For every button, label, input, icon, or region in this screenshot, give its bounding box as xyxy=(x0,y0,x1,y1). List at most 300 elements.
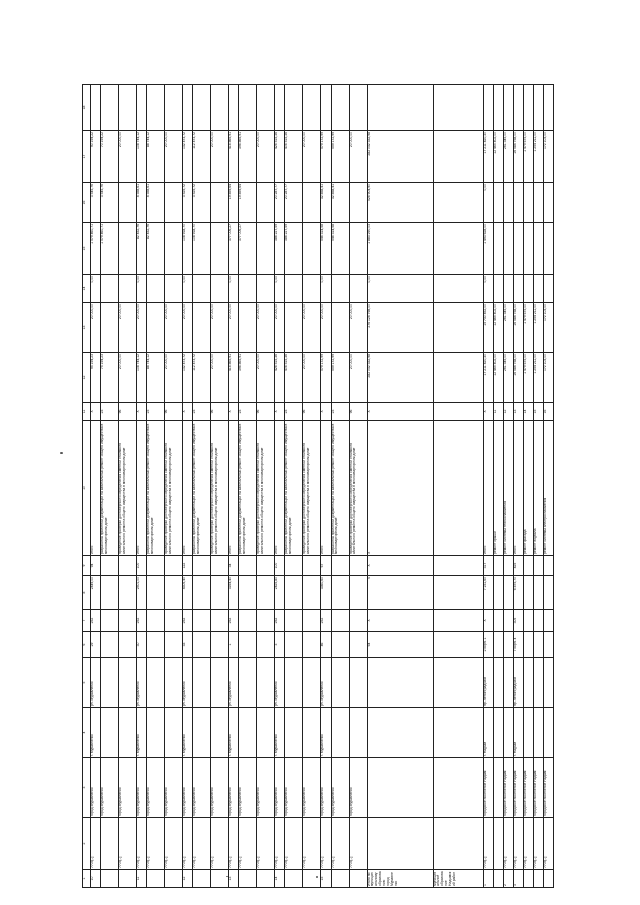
summary-cell: городское поселение Надым xyxy=(543,758,553,818)
table-row xyxy=(285,85,303,888)
area-cell xyxy=(165,610,183,632)
amount-other-cell: 32 858,41 xyxy=(321,183,331,223)
amount-result-cell: 416 865,91 xyxy=(229,131,239,183)
work-code-cell: Х xyxy=(91,403,101,421)
building-code-cell: 7705[..] xyxy=(119,818,137,870)
column-number: 7 xyxy=(83,610,91,632)
summary-cell: Итого по муниципальному образованию город Муравленко xyxy=(367,870,433,888)
house-cell xyxy=(101,632,119,658)
table-row xyxy=(349,85,367,888)
amount-result-cell: 20 000,00 xyxy=(211,131,229,183)
street-cell xyxy=(101,658,119,708)
street-cell xyxy=(211,658,229,708)
amount-owners-cell xyxy=(165,223,183,275)
summary-cell xyxy=(543,658,553,708)
work-type-cell: разработка проектной документации на капитальный ремонт общего имущества в многоквартирном доме xyxy=(101,421,119,556)
summary-cell xyxy=(503,576,513,610)
house-cell xyxy=(147,632,165,658)
table-row xyxy=(543,85,553,888)
district-cell: город Муравленко xyxy=(275,758,285,818)
municipality-cell xyxy=(349,708,367,758)
residents-cell: 122 xyxy=(183,556,193,576)
residents-cell: 67 xyxy=(321,556,331,576)
table-row xyxy=(119,85,137,888)
summary-cell xyxy=(493,632,503,658)
municipality-cell xyxy=(165,708,183,758)
building-code-cell: 7705[..] xyxy=(137,818,147,870)
spare-cell xyxy=(533,85,543,131)
summary-cell: городское поселение Надым xyxy=(503,758,513,818)
summary-cell: ремонт фасада xyxy=(523,421,533,556)
work-type-cell: итого xyxy=(183,421,193,556)
table-row xyxy=(321,85,331,888)
work-code-cell: 96 xyxy=(349,403,367,421)
summary-cell: пр. Ленинградский xyxy=(483,658,493,708)
flats-cell: 2449,00 xyxy=(91,576,101,610)
residents-cell xyxy=(165,556,183,576)
summary-cell xyxy=(433,403,483,421)
summary-cell xyxy=(543,183,553,223)
residents-cell: 100 xyxy=(137,556,147,576)
column-number: 5 xyxy=(83,658,91,708)
summary-cell xyxy=(493,556,503,576)
column-number: 6 xyxy=(83,632,91,658)
summary-cell xyxy=(523,870,533,888)
spare-cell xyxy=(367,85,433,131)
residents-cell xyxy=(147,556,165,576)
summary-cell: 13 xyxy=(513,403,523,421)
summary-cell xyxy=(433,576,483,610)
column-number: 10 xyxy=(83,421,91,556)
amount-total-cell: 20 000,00 xyxy=(303,353,321,403)
amount-owners-cell xyxy=(211,223,229,275)
area-cell: 252 xyxy=(229,610,239,632)
summary-cell xyxy=(503,223,513,275)
table-row xyxy=(513,85,523,888)
summary-cell xyxy=(533,610,543,632)
summary-cell xyxy=(433,758,483,818)
municipality-cell: г. Муравленко xyxy=(229,708,239,758)
table-row xyxy=(91,85,101,888)
street-cell xyxy=(285,658,303,708)
summary-cell: 12 465 402,00 xyxy=(493,353,503,403)
building-code-cell xyxy=(101,818,119,870)
table-row xyxy=(239,85,257,888)
summary-cell: 1 883 290,03 xyxy=(367,223,433,275)
amount-owners-cell: 386 227,59 xyxy=(275,223,285,275)
summary-cell: 261 345,00 xyxy=(503,303,513,353)
amount-other-cell: 32 858,41 xyxy=(331,183,349,223)
street-cell xyxy=(349,658,367,708)
municipality-cell xyxy=(331,708,349,758)
municipality-cell xyxy=(101,708,119,758)
amount-budget-cell xyxy=(285,275,303,303)
summary-cell xyxy=(433,658,483,708)
table-row xyxy=(433,85,483,888)
area-cell: 252 xyxy=(321,610,331,632)
amount-result-cell: 20 000,00 xyxy=(257,131,275,183)
summary-cell: 172 103,00 xyxy=(543,303,553,353)
summary-cell xyxy=(523,632,533,658)
table-row xyxy=(503,85,513,888)
municipality-cell xyxy=(303,708,321,758)
spare-cell xyxy=(165,85,183,131)
district-cell: город Муравленко xyxy=(91,758,101,818)
row-number-cell xyxy=(239,870,257,888)
flats-cell xyxy=(257,576,275,610)
work-code-cell: 23 xyxy=(147,403,165,421)
district-cell: город Муравленко xyxy=(211,758,229,818)
summary-cell: 172 103,00 xyxy=(543,131,553,183)
amount-other-cell xyxy=(165,183,183,223)
summary-cell xyxy=(523,183,533,223)
work-type-cell: разработка проектной документации на капитальный ремонт общего имущества в многоквартирном доме xyxy=(285,421,303,556)
work-code-cell: Х xyxy=(321,403,331,421)
summary-cell xyxy=(433,556,483,576)
spare-cell xyxy=(331,85,349,131)
spare-cell xyxy=(183,85,193,131)
summary-cell: 12 465 402,00 xyxy=(493,131,503,183)
street-cell: ул. Муравленко xyxy=(183,658,193,708)
summary-cell: пр. Ленинградский xyxy=(513,658,523,708)
summary-cell xyxy=(533,632,543,658)
table-row xyxy=(193,85,211,888)
amount-total-cell: 95 194,23 xyxy=(91,353,101,403)
amount-total-cell: 426 515,36 xyxy=(275,353,285,403)
street-cell xyxy=(119,658,137,708)
summary-cell xyxy=(523,658,533,708)
column-number: 15 xyxy=(83,223,91,275)
table-row xyxy=(183,85,193,888)
area-cell xyxy=(331,610,349,632)
table-row xyxy=(211,85,229,888)
amount-budget-cell xyxy=(101,275,119,303)
table-row xyxy=(483,85,493,888)
district-cell: город Муравленко xyxy=(331,758,349,818)
work-type-cell: разработка проектной документации на капитальный ремонт общего имущества в многоквартирном доме xyxy=(147,421,165,556)
summary-cell: 261 345,00 xyxy=(503,353,513,403)
flats-cell xyxy=(211,576,229,610)
summary-cell: 16 xyxy=(543,403,553,421)
district-cell: город Муравленко xyxy=(229,758,239,818)
amount-fund-cell xyxy=(147,303,165,353)
summary-cell xyxy=(433,708,483,758)
flats-cell: 2501,00 xyxy=(137,576,147,610)
summary-cell xyxy=(433,610,483,632)
summary-cell: 17 211 420,30 xyxy=(483,131,493,183)
work-code-cell: 23 xyxy=(331,403,349,421)
summary-cell xyxy=(493,708,503,758)
district-cell: город Муравленко xyxy=(147,758,165,818)
summary-cell xyxy=(433,421,483,556)
amount-fund-cell xyxy=(331,303,349,353)
amount-total-cell: 416 865,91 xyxy=(229,353,239,403)
amount-owners-cell: 546 314,58 xyxy=(321,223,331,275)
house-cell xyxy=(285,632,303,658)
district-cell: город Муравленко xyxy=(239,758,257,818)
street-cell xyxy=(193,658,211,708)
work-type-cell: проведение проверки достоверности определения сметной стоимости капитального ремонта общего имущества в многоквартирном доме xyxy=(119,421,137,556)
amount-fund-cell: 20 000,00 xyxy=(183,303,193,353)
house-cell xyxy=(211,632,229,658)
register-body xyxy=(91,85,554,888)
municipality-cell: г. Муравленко xyxy=(91,708,101,758)
street-cell: ул. Муравленко xyxy=(229,658,239,708)
building-code-cell: 7705[..] xyxy=(229,818,239,870)
summary-cell xyxy=(523,610,533,632)
summary-cell xyxy=(493,223,503,275)
summary-cell xyxy=(433,275,483,303)
amount-total-cell: 108 744,12 xyxy=(137,353,147,403)
spare-cell xyxy=(321,85,331,131)
district-cell: город Муравленко xyxy=(101,758,119,818)
amount-result-cell: 396 865,91 xyxy=(239,131,257,183)
summary-cell: 7705[..] xyxy=(483,818,493,870)
municipality-cell: г. Муравленко xyxy=(321,708,331,758)
table-row xyxy=(533,85,543,888)
summary-cell xyxy=(533,275,543,303)
spare-cell xyxy=(543,85,553,131)
area-cell xyxy=(193,610,211,632)
area-cell xyxy=(257,610,275,632)
column-number: 9 xyxy=(83,556,91,576)
summary-cell xyxy=(523,708,533,758)
column-number: 11 xyxy=(83,403,91,421)
summary-cell xyxy=(523,275,533,303)
row-number-cell xyxy=(303,870,321,888)
amount-budget-cell: 0,00 xyxy=(137,275,147,303)
spare-cell xyxy=(147,85,165,131)
amount-other-cell: 4 358,61 xyxy=(137,183,147,223)
row-number-cell xyxy=(147,870,165,888)
amount-total-cell: 20 000,00 xyxy=(211,353,229,403)
amount-other-cell: 4 358,61 xyxy=(147,183,165,223)
summary-cell: 1 254 211,00 xyxy=(533,303,543,353)
summary-cell: г. Надым xyxy=(483,708,493,758)
municipality-cell xyxy=(239,708,257,758)
building-code-cell: 7705[..] xyxy=(91,818,101,870)
house-cell: 30 xyxy=(137,632,147,658)
building-code-cell: 7705[..] xyxy=(331,818,349,870)
summary-cell xyxy=(543,576,553,610)
area-cell xyxy=(239,610,257,632)
column-number: 17 xyxy=(83,131,91,183)
amount-total-cell: 112 473,72 xyxy=(193,353,211,403)
work-type-cell: проведение проверки достоверности определения сметной стоимости капитального ремонта общего имущества в многоквартирном доме xyxy=(211,421,229,556)
summary-cell: 6 875,70 xyxy=(513,576,523,610)
municipality-cell xyxy=(119,708,137,758)
row-number-cell xyxy=(193,870,211,888)
summary-cell: 7705[..] xyxy=(523,818,533,870)
work-code-cell: 96 xyxy=(257,403,275,421)
amount-budget-cell xyxy=(257,275,275,303)
street-cell xyxy=(147,658,165,708)
summary-cell xyxy=(433,183,483,223)
column-number: 12 xyxy=(83,353,91,403)
summary-cell: Муниципальное образование Надымский район xyxy=(433,870,483,888)
work-type-cell: разработка проектной документации на капитальный ремонт общего имущества в многоквартирном доме xyxy=(193,421,211,556)
residents-cell xyxy=(285,556,303,576)
spare-cell xyxy=(433,85,483,131)
amount-budget-cell xyxy=(147,275,165,303)
summary-cell: Х xyxy=(367,576,433,610)
amount-fund-cell xyxy=(193,303,211,353)
summary-cell: 261 345,00 xyxy=(503,131,513,183)
work-type-cell: итого xyxy=(137,421,147,556)
amount-result-cell: 132 473,72 xyxy=(183,131,193,183)
row-number-cell: 15 xyxy=(321,870,331,888)
summary-cell xyxy=(433,303,483,353)
district-cell: город Муравленко xyxy=(257,758,275,818)
amount-result-cell: 20 000,00 xyxy=(349,131,367,183)
amount-total-cell: 396 865,91 xyxy=(239,353,257,403)
house-cell xyxy=(331,632,349,658)
row-number-cell: 10 xyxy=(91,870,101,888)
amount-total-cell: 88 744,12 xyxy=(147,353,165,403)
district-cell: город Муравленко xyxy=(137,758,147,818)
summary-cell: 2 xyxy=(503,870,513,888)
summary-cell xyxy=(493,870,503,888)
table-row xyxy=(303,85,321,888)
amount-result-cell: 20 000,00 xyxy=(119,131,137,183)
table-row xyxy=(367,85,433,888)
table-row xyxy=(275,85,285,888)
row-number-cell: 12 xyxy=(183,870,193,888)
work-type-cell: проведение проверки достоверности определения сметной стоимости капитального ремонта общего имущества в многоквартирном доме xyxy=(165,421,183,556)
residents-cell: 94 xyxy=(91,556,101,576)
work-code-cell: 96 xyxy=(165,403,183,421)
amount-fund-cell: 20 000,00 xyxy=(321,303,331,353)
row-number-cell xyxy=(257,870,275,888)
house-cell: 33 xyxy=(183,632,193,658)
row-number-cell xyxy=(285,870,303,888)
summary-cell: 282 032 332,98 xyxy=(367,131,433,183)
amount-budget-cell xyxy=(193,275,211,303)
summary-cell: Х xyxy=(367,556,433,576)
house-cell xyxy=(239,632,257,658)
amount-budget-cell xyxy=(239,275,257,303)
work-type-cell: итого xyxy=(229,421,239,556)
house-cell xyxy=(119,632,137,658)
building-code-cell: 7705[..] xyxy=(275,818,285,870)
municipality-cell xyxy=(147,708,165,758)
summary-cell xyxy=(543,556,553,576)
flats-cell xyxy=(331,576,349,610)
summary-cell xyxy=(543,870,553,888)
summary-cell: 7705[..] xyxy=(513,818,523,870)
house-cell xyxy=(165,632,183,658)
municipality-cell xyxy=(193,708,211,758)
table-row xyxy=(229,85,239,888)
flats-cell: 3164,40 xyxy=(229,576,239,610)
building-code-cell: 7705[..] xyxy=(349,818,367,870)
street-cell: ул. Муравленко xyxy=(321,658,331,708)
summary-cell: Х xyxy=(483,403,493,421)
municipality-cell xyxy=(211,708,229,758)
summary-cell xyxy=(503,658,513,708)
flats-cell xyxy=(239,576,257,610)
summary-cell: 15 xyxy=(533,403,543,421)
residents-cell: 100 xyxy=(275,556,285,576)
summary-cell: Х xyxy=(367,610,433,632)
building-code-cell: 7705[..] xyxy=(165,818,183,870)
house-cell xyxy=(257,632,275,658)
amount-fund-cell: 20 000,00 xyxy=(303,303,321,353)
summary-cell: городское поселение Надым xyxy=(533,758,543,818)
summary-cell: 1 254 211,00 xyxy=(533,131,543,183)
house-cell xyxy=(193,632,211,658)
summary-cell xyxy=(503,610,513,632)
summary-cell: ремонт системы электроснабжения xyxy=(543,421,553,556)
amount-total-cell: 75 194,23 xyxy=(101,353,119,403)
flats-cell xyxy=(285,576,303,610)
amount-owners-cell: 82 432,76 xyxy=(147,223,165,275)
summary-cell xyxy=(493,658,503,708)
amount-other-cell: 19 859,64 xyxy=(239,183,257,223)
summary-cell xyxy=(533,576,543,610)
summary-cell: 282 032 332,98 xyxy=(367,353,433,403)
table-row xyxy=(493,85,503,888)
amount-fund-cell: 20 000,00 xyxy=(211,303,229,353)
work-type-cell: проведение проверки достоверности определения сметной стоимости капитального ремонта общего имущества в многоквартирном доме xyxy=(303,421,321,556)
summary-cell xyxy=(543,223,553,275)
amount-budget-cell xyxy=(165,275,183,303)
amount-result-cell: 90 194,22 xyxy=(91,131,101,183)
summary-cell xyxy=(523,576,533,610)
summary-cell: 1 xyxy=(483,870,493,888)
summary-cell: 276 124 798,00 xyxy=(367,303,433,353)
summary-cell: 17 211 420,30 xyxy=(483,353,493,403)
work-type-cell: итого xyxy=(275,421,285,556)
building-code-cell: 7705[..] xyxy=(211,818,229,870)
summary-cell xyxy=(433,632,483,658)
spare-cell xyxy=(91,85,101,131)
amount-fund-cell: 20 000,00 xyxy=(119,303,137,353)
summary-cell xyxy=(533,708,543,758)
summary-cell xyxy=(503,183,513,223)
spare-cell xyxy=(493,85,503,131)
district-cell: город Муравленко xyxy=(193,758,211,818)
flats-cell: 3360,60 xyxy=(321,576,331,610)
street-cell: ул. Муравленко xyxy=(275,658,285,708)
amount-other-cell: 20 287,77 xyxy=(285,183,303,223)
amount-result-cell: 559 172,99 xyxy=(331,131,349,183)
district-cell: город Муравленко xyxy=(285,758,303,818)
flats-cell: 2425,80 xyxy=(275,576,285,610)
street-cell xyxy=(303,658,321,708)
spare-cell xyxy=(257,85,275,131)
work-code-cell: Х xyxy=(137,403,147,421)
district-cell: город Муравленко xyxy=(321,758,331,818)
work-code-cell: 23 xyxy=(193,403,211,421)
amount-total-cell: 132 473,72 xyxy=(183,353,193,403)
area-cell xyxy=(211,610,229,632)
summary-cell: 425 xyxy=(513,556,523,576)
amount-total-cell: 406 515,36 xyxy=(285,353,303,403)
amount-fund-cell: 20 000,00 xyxy=(91,303,101,353)
spare-cell xyxy=(239,85,257,131)
street-cell: ул. Муравленко xyxy=(137,658,147,708)
summary-cell: 16 584 758,00 xyxy=(513,131,523,183)
row-number-cell: 11 xyxy=(137,870,147,888)
flats-cell xyxy=(165,576,183,610)
summary-cell xyxy=(433,131,483,183)
work-code-cell: Х xyxy=(275,403,285,421)
row-number-cell xyxy=(331,870,349,888)
summary-cell xyxy=(503,632,513,658)
residents-cell xyxy=(331,556,349,576)
house-cell xyxy=(349,632,367,658)
